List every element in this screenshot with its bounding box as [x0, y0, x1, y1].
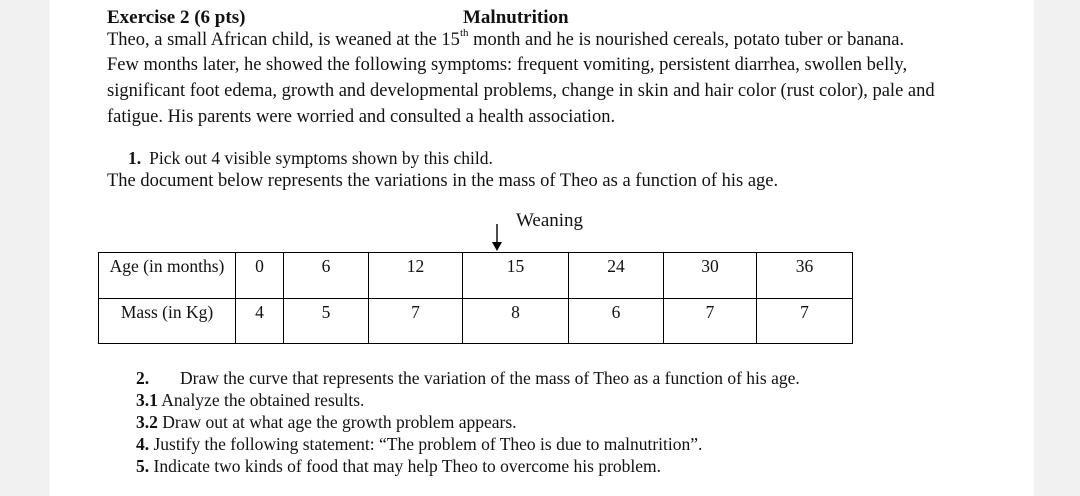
document-page [50, 0, 1034, 496]
question-2 [136, 368, 800, 389]
mass-cell: 7 [664, 299, 757, 344]
age-cell: 36 [757, 253, 853, 299]
intro-line-3: significant foot edema, growth and developmental problems, change in skin and hair color (rust color), pale and [107, 81, 935, 101]
intro-line-2: Few months later, he showed the following symptoms: frequent vomiting, persistent diarrhea, swollen belly, [107, 55, 908, 75]
mass-header-cell: Mass (in Kg) [99, 299, 236, 344]
age-cell: 0 [236, 253, 284, 299]
mass-cell: 4 [236, 299, 284, 344]
age-cell: 24 [569, 253, 664, 299]
age-cell: 30 [664, 253, 757, 299]
question-3-2: 3.2 Draw out at what age the growth problem appears. [136, 412, 517, 432]
table-row-age [99, 253, 853, 299]
question-1-number: 1. [128, 148, 142, 168]
table-intro: The document below represents the variations in the mass of Theo as a function of his age. [107, 171, 779, 191]
exercise-heading: Malnutrition [463, 7, 569, 28]
intro-line-1: Theo, a small African child, is weaned at the 15th month and he is nourished cereals, potato tuber or banana. [107, 26, 905, 50]
age-cell: 15 [463, 253, 569, 299]
exercise-title: Exercise 2 (6 pts) [107, 7, 246, 28]
mass-cell: 7 [369, 299, 463, 344]
age-mass-table [98, 252, 853, 344]
age-cell: 6 [284, 253, 369, 299]
age-cell: 12 [369, 253, 463, 299]
table-row-mass [99, 299, 853, 344]
question-4: 4. Justify the following statement: “The problem of Theo is due to malnutrition”. [136, 434, 703, 454]
weaning-label: Weaning [516, 210, 584, 231]
question-2-number: 2. [136, 368, 150, 388]
ordinal-suffix: th [459, 26, 469, 39]
question-1 [128, 148, 493, 169]
question-5: 5. Indicate two kinds of food that may help Theo to overcome his problem. [136, 456, 662, 476]
weaning-arrow-icon [491, 224, 503, 252]
mass-cell: 8 [463, 299, 569, 344]
question-1-text: Pick out 4 visible symptoms shown by this child. [149, 148, 493, 168]
mass-cell: 6 [569, 299, 664, 344]
question-2-text: Draw the curve that represents the variation of the mass of Theo as a function of his age. [180, 368, 800, 388]
question-3-1: 3.1 Analyze the obtained results. [136, 390, 365, 410]
mass-cell: 5 [284, 299, 369, 344]
intro-line-4: fatigue. His parents were worried and consulted a health association. [107, 107, 616, 127]
mass-cell: 7 [757, 299, 853, 344]
age-header-cell: Age (in months) [99, 253, 236, 299]
